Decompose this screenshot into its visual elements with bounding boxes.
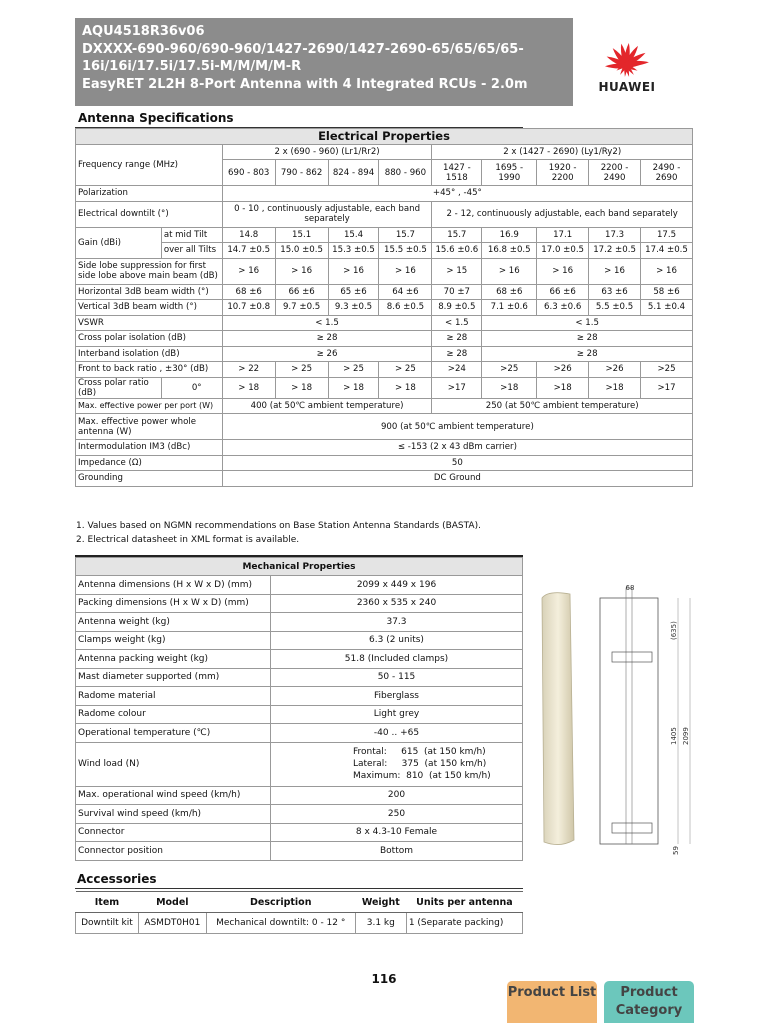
cpr-cell: > 18 <box>275 377 328 398</box>
acc-model: ASMDT0H01 <box>138 913 206 934</box>
hbw-cell: 68 ±6 <box>482 284 537 300</box>
mech-label: Connector <box>76 823 271 842</box>
low-band-group: 2 x (690 - 960) (Lr1/Rr2) <box>222 144 432 160</box>
mech-value: Bottom <box>271 842 523 861</box>
datasheet-header <box>75 18 573 106</box>
gain-mid-label: at mid Tilt <box>161 227 222 243</box>
mech-label: Antenna weight (kg) <box>76 613 271 632</box>
im3-label: Intermodulation IM3 (dBc) <box>76 440 223 456</box>
downtilt-low: 0 - 10 , continuously adjustable, each band separately <box>222 201 432 227</box>
ftb-cell: >26 <box>537 362 589 378</box>
model-code-2: 16i/16i/17.5i/17.5i-M/M/M/M-R <box>82 59 302 74</box>
sidelobe-label: Side lobe suppression for first side lobe above main beam (dB) <box>76 258 223 284</box>
band-cell: 1695 - 1990 <box>482 160 537 186</box>
model-code-1: DXXXX-690-960/690-960/1427-2690/1427-2690-65/65/65/65- <box>82 41 524 57</box>
product-category-button[interactable]: Product Category <box>604 981 694 1023</box>
ftb-label: Front to back ratio , ±30° (dB) <box>76 362 223 378</box>
band-cell: 880 - 960 <box>379 160 432 186</box>
impedance-value: 50 <box>222 455 692 471</box>
mepp-high: 250 (at 50℃ ambient temperature) <box>432 398 693 414</box>
dim-2099-label: 2099 <box>682 727 690 745</box>
wind-load-values <box>271 742 523 786</box>
vbw-cell: 6.3 ±0.6 <box>537 300 589 316</box>
mech-label: Antenna packing weight (kg) <box>76 650 271 669</box>
cpr-cell: >17 <box>432 377 482 398</box>
ftb-cell: >26 <box>589 362 641 378</box>
mech-label: Packing dimensions (H x W x D) (mm) <box>76 594 271 613</box>
vswr-high-2: < 1.5 <box>482 315 693 331</box>
vbw-cell: 10.7 ±0.8 <box>222 300 275 316</box>
vbw-cell: 9.3 ±0.5 <box>328 300 379 316</box>
cpr-cell: > 18 <box>328 377 379 398</box>
sidelobe-cell: > 16 <box>328 258 379 284</box>
grounding-label: Grounding <box>76 471 223 487</box>
ibi-low: ≥ 26 <box>222 346 432 362</box>
accessories-table <box>75 891 523 934</box>
cpr-cell: > 18 <box>222 377 275 398</box>
hbw-cell: 65 ±6 <box>328 284 379 300</box>
ftb-cell: >24 <box>432 362 482 378</box>
band-cell: 1427 - 1518 <box>432 160 482 186</box>
hbw-cell: 64 ±6 <box>379 284 432 300</box>
mech-value: 8 x 4.3-10 Female <box>271 823 523 842</box>
mech-label: Mast diameter supported (mm) <box>76 668 271 687</box>
gain-all-cell: 17.0 ±0.5 <box>537 243 589 259</box>
dim-59-label: 59 <box>672 846 680 855</box>
page-number: 116 <box>371 972 397 986</box>
ftb-cell: >25 <box>482 362 537 378</box>
band-cell: 824 - 894 <box>328 160 379 186</box>
antenna-outline <box>600 598 658 844</box>
cpi-high-2: ≥ 28 <box>482 331 693 347</box>
band-cell: 2490 - 2690 <box>641 160 693 186</box>
ftb-cell: > 25 <box>275 362 328 378</box>
mech-value: 51.8 (Included clamps) <box>271 650 523 669</box>
vbw-cell: 5.5 ±0.5 <box>589 300 641 316</box>
sidelobe-cell: > 16 <box>641 258 693 284</box>
cpr-cell: >18 <box>589 377 641 398</box>
mechanical-title: Mechanical Properties <box>76 558 523 576</box>
ftb-cell: >25 <box>641 362 693 378</box>
gain-all-label: over all Tilts <box>161 243 222 259</box>
downtilt-label: Electrical downtilt (°) <box>76 201 223 227</box>
hbw-cell: 58 ±6 <box>641 284 693 300</box>
mech-label: Radome material <box>76 687 271 706</box>
vbw-cell: 8.6 ±0.5 <box>379 300 432 316</box>
vbw-cell: 8.9 ±0.5 <box>432 300 482 316</box>
dim-635-label: (635) <box>670 621 678 640</box>
cpi-low: ≥ 28 <box>222 331 432 347</box>
hbw-cell: 63 ±6 <box>589 284 641 300</box>
sidelobe-cell: > 16 <box>482 258 537 284</box>
gain-all-cell: 15.5 ±0.5 <box>379 243 432 259</box>
mechanical-properties-table <box>75 557 523 861</box>
mepp-low: 400 (at 50℃ ambient temperature) <box>222 398 432 414</box>
acc-description: Mechanical downtilt: 0 - 12 ° <box>206 913 355 934</box>
vswr-high-1: < 1.5 <box>432 315 482 331</box>
mepw-label: Max. effective power whole antenna (W) <box>76 414 223 440</box>
band-cell: 2200 - 2490 <box>589 160 641 186</box>
acc-header: Units per antenna <box>406 892 522 913</box>
wind-lateral: Lateral: 375 (at 150 km/h) <box>353 759 487 769</box>
grounding-value: DC Ground <box>222 471 692 487</box>
band-cell: 790 - 862 <box>275 160 328 186</box>
gain-mid-cell: 17.5 <box>641 227 693 243</box>
accessories-title: Accessories <box>77 872 157 886</box>
model-number: AQU4518R36v06 <box>82 24 205 39</box>
cpr-cell: >18 <box>482 377 537 398</box>
acc-header: Item <box>76 892 139 913</box>
ibi-high-1: ≥ 28 <box>432 346 482 362</box>
wind-maximum: Maximum: 810 (at 150 km/h) <box>353 771 491 781</box>
sidelobe-cell: > 16 <box>379 258 432 284</box>
mech-value: 200 <box>271 786 523 805</box>
sidelobe-cell: > 16 <box>222 258 275 284</box>
polarization-label: Polarization <box>76 186 223 202</box>
gain-all-cell: 15.0 ±0.5 <box>275 243 328 259</box>
vbw-cell: 7.1 ±0.6 <box>482 300 537 316</box>
hbw-label: Horizontal 3dB beam width (°) <box>76 284 223 300</box>
note-1: 1. Values based on NGMN recommendations on Base Station Antenna Standards (BASTA). <box>76 521 481 531</box>
mast-pipe <box>626 588 632 844</box>
cpr-cell: >17 <box>641 377 693 398</box>
cpi-label: Cross polar isolation (dB) <box>76 331 223 347</box>
gain-mid-cell: 15.7 <box>432 227 482 243</box>
antenna-drawing <box>530 580 710 860</box>
freq-label: Frequency range (MHz) <box>76 144 223 186</box>
mech-value: Light grey <box>271 705 523 724</box>
mepw-value: 900 (at 50℃ ambient temperature) <box>222 414 692 440</box>
gain-all-cell: 17.4 ±0.5 <box>641 243 693 259</box>
antenna-spec-title: Antenna Specifications <box>78 111 234 125</box>
vbw-cell: 9.7 ±0.5 <box>275 300 328 316</box>
mech-label: Operational temperature (℃) <box>76 724 271 743</box>
gain-all-cell: 15.3 ±0.5 <box>328 243 379 259</box>
product-list-button[interactable]: Product List <box>507 981 597 1023</box>
band-cell: 690 - 803 <box>222 160 275 186</box>
electrical-title: Electrical Properties <box>76 129 693 145</box>
mech-label: Max. operational wind speed (km/h) <box>76 786 271 805</box>
hbw-cell: 66 ±6 <box>537 284 589 300</box>
mech-value: 2099 x 449 x 196 <box>271 576 523 595</box>
gain-mid-cell: 15.7 <box>379 227 432 243</box>
ibi-high-2: ≥ 28 <box>482 346 693 362</box>
ibi-label: Interband isolation (dB) <box>76 346 223 362</box>
hbw-cell: 70 ±7 <box>432 284 482 300</box>
mech-value: Fiberglass <box>271 687 523 706</box>
vbw-cell: 5.1 ±0.4 <box>641 300 693 316</box>
ftb-cell: > 25 <box>328 362 379 378</box>
acc-units: 1 (Separate packing) <box>406 913 522 934</box>
acc-weight: 3.1 kg <box>355 913 406 934</box>
mech-label: Survival wind speed (km/h) <box>76 805 271 824</box>
sidelobe-cell: > 16 <box>537 258 589 284</box>
cpr-cell: > 18 <box>379 377 432 398</box>
cpr-angle: 0° <box>161 377 222 398</box>
acc-header: Weight <box>355 892 406 913</box>
gain-mid-cell: 15.1 <box>275 227 328 243</box>
accessories-divider <box>75 888 523 889</box>
gain-all-cell: 16.8 ±0.5 <box>482 243 537 259</box>
gain-mid-cell: 15.4 <box>328 227 379 243</box>
dim-1405-label: 1405 <box>670 727 678 745</box>
wind-frontal: Frontal: 615 (at 150 km/h) <box>353 747 486 757</box>
mech-value: 6.3 (2 units) <box>271 631 523 650</box>
radome-side <box>542 593 574 845</box>
product-description: EasyRET 2L2H 8-Port Antenna with 4 Integrated RCUs - 2.0m <box>82 76 528 92</box>
gain-all-cell: 14.7 ±0.5 <box>222 243 275 259</box>
hbw-cell: 66 ±6 <box>275 284 328 300</box>
im3-value: ≤ -153 (2 x 43 dBm carrier) <box>222 440 692 456</box>
vbw-label: Vertical 3dB beam width (°) <box>76 300 223 316</box>
sidelobe-cell: > 16 <box>275 258 328 284</box>
downtilt-high: 2 - 12, continuously adjustable, each band separately <box>432 201 693 227</box>
dim-top-label: 68 <box>625 584 635 592</box>
gain-mid-cell: 17.1 <box>537 227 589 243</box>
sidelobe-cell: > 16 <box>589 258 641 284</box>
ftb-cell: > 25 <box>379 362 432 378</box>
mech-value: 50 - 115 <box>271 668 523 687</box>
high-band-group: 2 x (1427 - 2690) (Ly1/Ry2) <box>432 144 693 160</box>
mech-label: Clamps weight (kg) <box>76 631 271 650</box>
acc-header: Model <box>138 892 206 913</box>
acc-item: Downtilt kit <box>76 913 139 934</box>
vswr-label: VSWR <box>76 315 223 331</box>
brand-name: HUAWEI <box>598 80 656 94</box>
mech-label: Antenna dimensions (H x W x D) (mm) <box>76 576 271 595</box>
sidelobe-cell: > 15 <box>432 258 482 284</box>
mech-value: 37.3 <box>271 613 523 632</box>
gain-mid-cell: 14.8 <box>222 227 275 243</box>
electrical-properties-table <box>75 128 693 487</box>
gain-mid-cell: 16.9 <box>482 227 537 243</box>
gain-all-cell: 15.6 ±0.6 <box>432 243 482 259</box>
mech-value: 2360 x 535 x 240 <box>271 594 523 613</box>
vswr-low: < 1.5 <box>222 315 432 331</box>
gain-label: Gain (dBi) <box>76 227 162 258</box>
mech-value: 250 <box>271 805 523 824</box>
band-cell: 1920 - 2200 <box>537 160 589 186</box>
notes <box>76 519 481 547</box>
impedance-label: Impedance (Ω) <box>76 455 223 471</box>
gain-mid-cell: 17.3 <box>589 227 641 243</box>
cpi-high-1: ≥ 28 <box>432 331 482 347</box>
hbw-cell: 68 ±6 <box>222 284 275 300</box>
wind-load-label: Wind load (N) <box>76 742 271 786</box>
mech-value: -40 .. +65 <box>271 724 523 743</box>
note-2: 2. Electrical datasheet in XML format is available. <box>76 535 300 545</box>
mech-label: Connector position <box>76 842 271 861</box>
mepp-label: Max. effective power per port (W) <box>76 398 223 414</box>
cpr-label: Cross polar ratio (dB) <box>76 377 162 398</box>
cpr-cell: >18 <box>537 377 589 398</box>
gain-all-cell: 17.2 ±0.5 <box>589 243 641 259</box>
acc-header: Description <box>206 892 355 913</box>
mech-label: Radome colour <box>76 705 271 724</box>
polarization-value: +45° , -45° <box>222 186 692 202</box>
ftb-cell: > 22 <box>222 362 275 378</box>
